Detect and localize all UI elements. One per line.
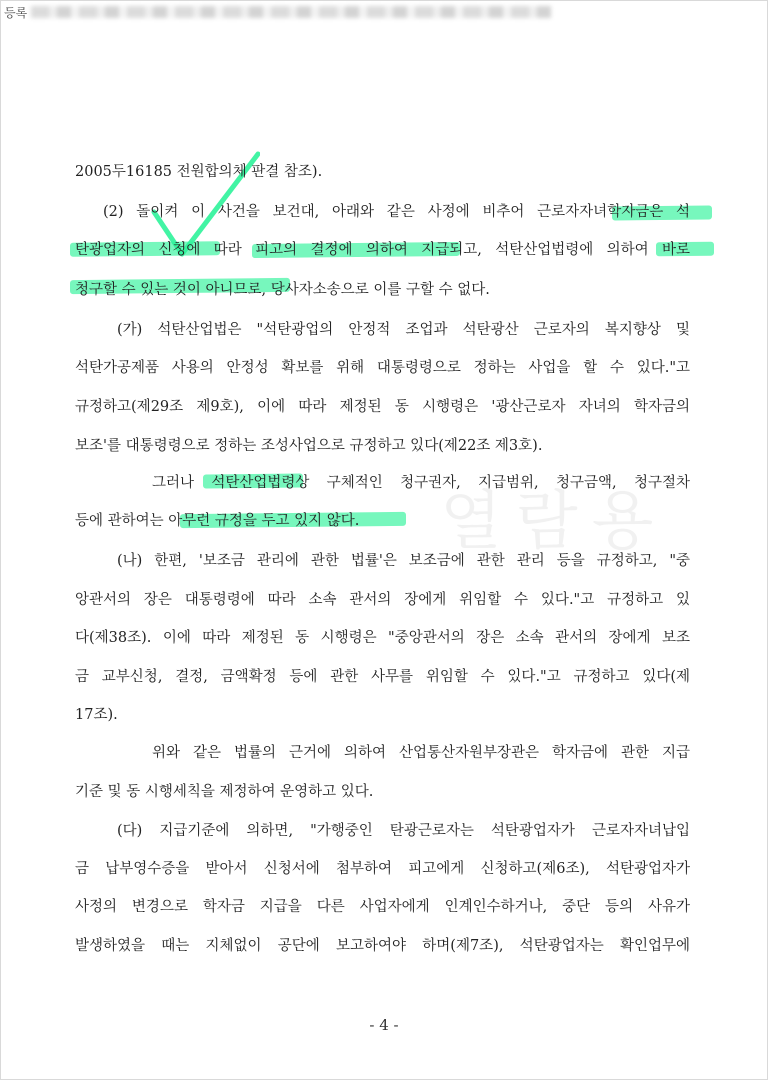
body-line: 위와 같은 법률의 근거에 의하여 산업통산자원부장관은 학자금에 관한 지급 [152,745,690,761]
redacted-header [0,0,560,24]
watermark: 열람용 [440,485,668,559]
body-line: (2) 돌이켜 이 사건을 보건대, 아래와 같은 사정에 비추어 근로자자녀학자금은 석 [103,204,690,220]
body-line: 등에 관하여는 아무런 규정을 두고 있지 않다. [75,513,360,529]
body-line: 다(제38조). 이에 따라 제정된 동 시행령은 "중앙관서의 장은 소속 관서의 장에게 보조 [75,630,690,646]
body-line: 청구할 수 있는 것이 아니므로, 당사자소송으로 이를 구할 수 없다. [75,282,490,298]
body-line: 기준 및 동 시행세칙을 제정하여 운영하고 있다. [75,784,374,800]
body-line: 2005두16185 전원합의체 판결 참조). [75,164,323,180]
body-line: (가) 석탄산업법은 "석탄광업의 안정적 조업과 석탄광산 근로자의 복지향상 및 [117,322,690,338]
body-line: 규정하고(제29조 제9호), 이에 따라 제정된 동 시행령은 '광산근로자 자녀의 학자금의 [75,399,690,415]
body-line: 석탄가공제품 사용의 안정성 확보를 위해 대통령령으로 정하는 사업을 할 수 있다."고 [75,360,690,376]
page-number: - 4 - [369,1016,399,1034]
body-line: 보조'를 대통령령으로 정하는 조성사업으로 규정하고 있다(제22조 제3호). [75,438,543,454]
body-line: 그러나 석탄산업법령상 구체적인 청구권자, 지급범위, 청구금액, 청구절차 [152,475,690,491]
body-line: 금 교부신청, 결정, 금액확정 등에 관한 사무를 위임할 수 있다."고 규정하고 있다(제 [75,669,690,685]
body-line: 17조). [75,707,118,723]
body-line: 사정의 변경으로 학자금 지급을 다른 사업자에게 인계인수하거나, 중단 등의 사유가 [75,899,690,915]
body-line: 발생하였을 때는 지체없이 공단에 보고하여야 하며(제7조), 석탄광업자는 확인업무에 [75,938,690,954]
body-line: (나) 한편, '보조금 관리에 관한 법률'은 보조금에 관한 관리 등을 규정하고, "중 [117,553,690,569]
redacted-header-text [31,6,551,18]
body-line: (다) 지급기준에 의하면, "가행중인 탄광근로자는 석탄광업자가 근로자자녀납입 [117,823,690,839]
body-line: 탄광업자의 신청에 따라 피고의 결정에 의하여 지급되고, 석탄산업법령에 의하여 바로 [75,242,690,258]
header-label: 등록 [4,5,28,20]
body-line: 앙관서의 장은 대통령령에 따라 소속 관서의 장에게 위임할 수 있다."고 규정하고 있 [75,592,690,608]
body-line: 금 납부영수증을 받아서 신청서에 첨부하여 피고에게 신청하고(제6조), 석탄광업자가 [75,861,690,877]
